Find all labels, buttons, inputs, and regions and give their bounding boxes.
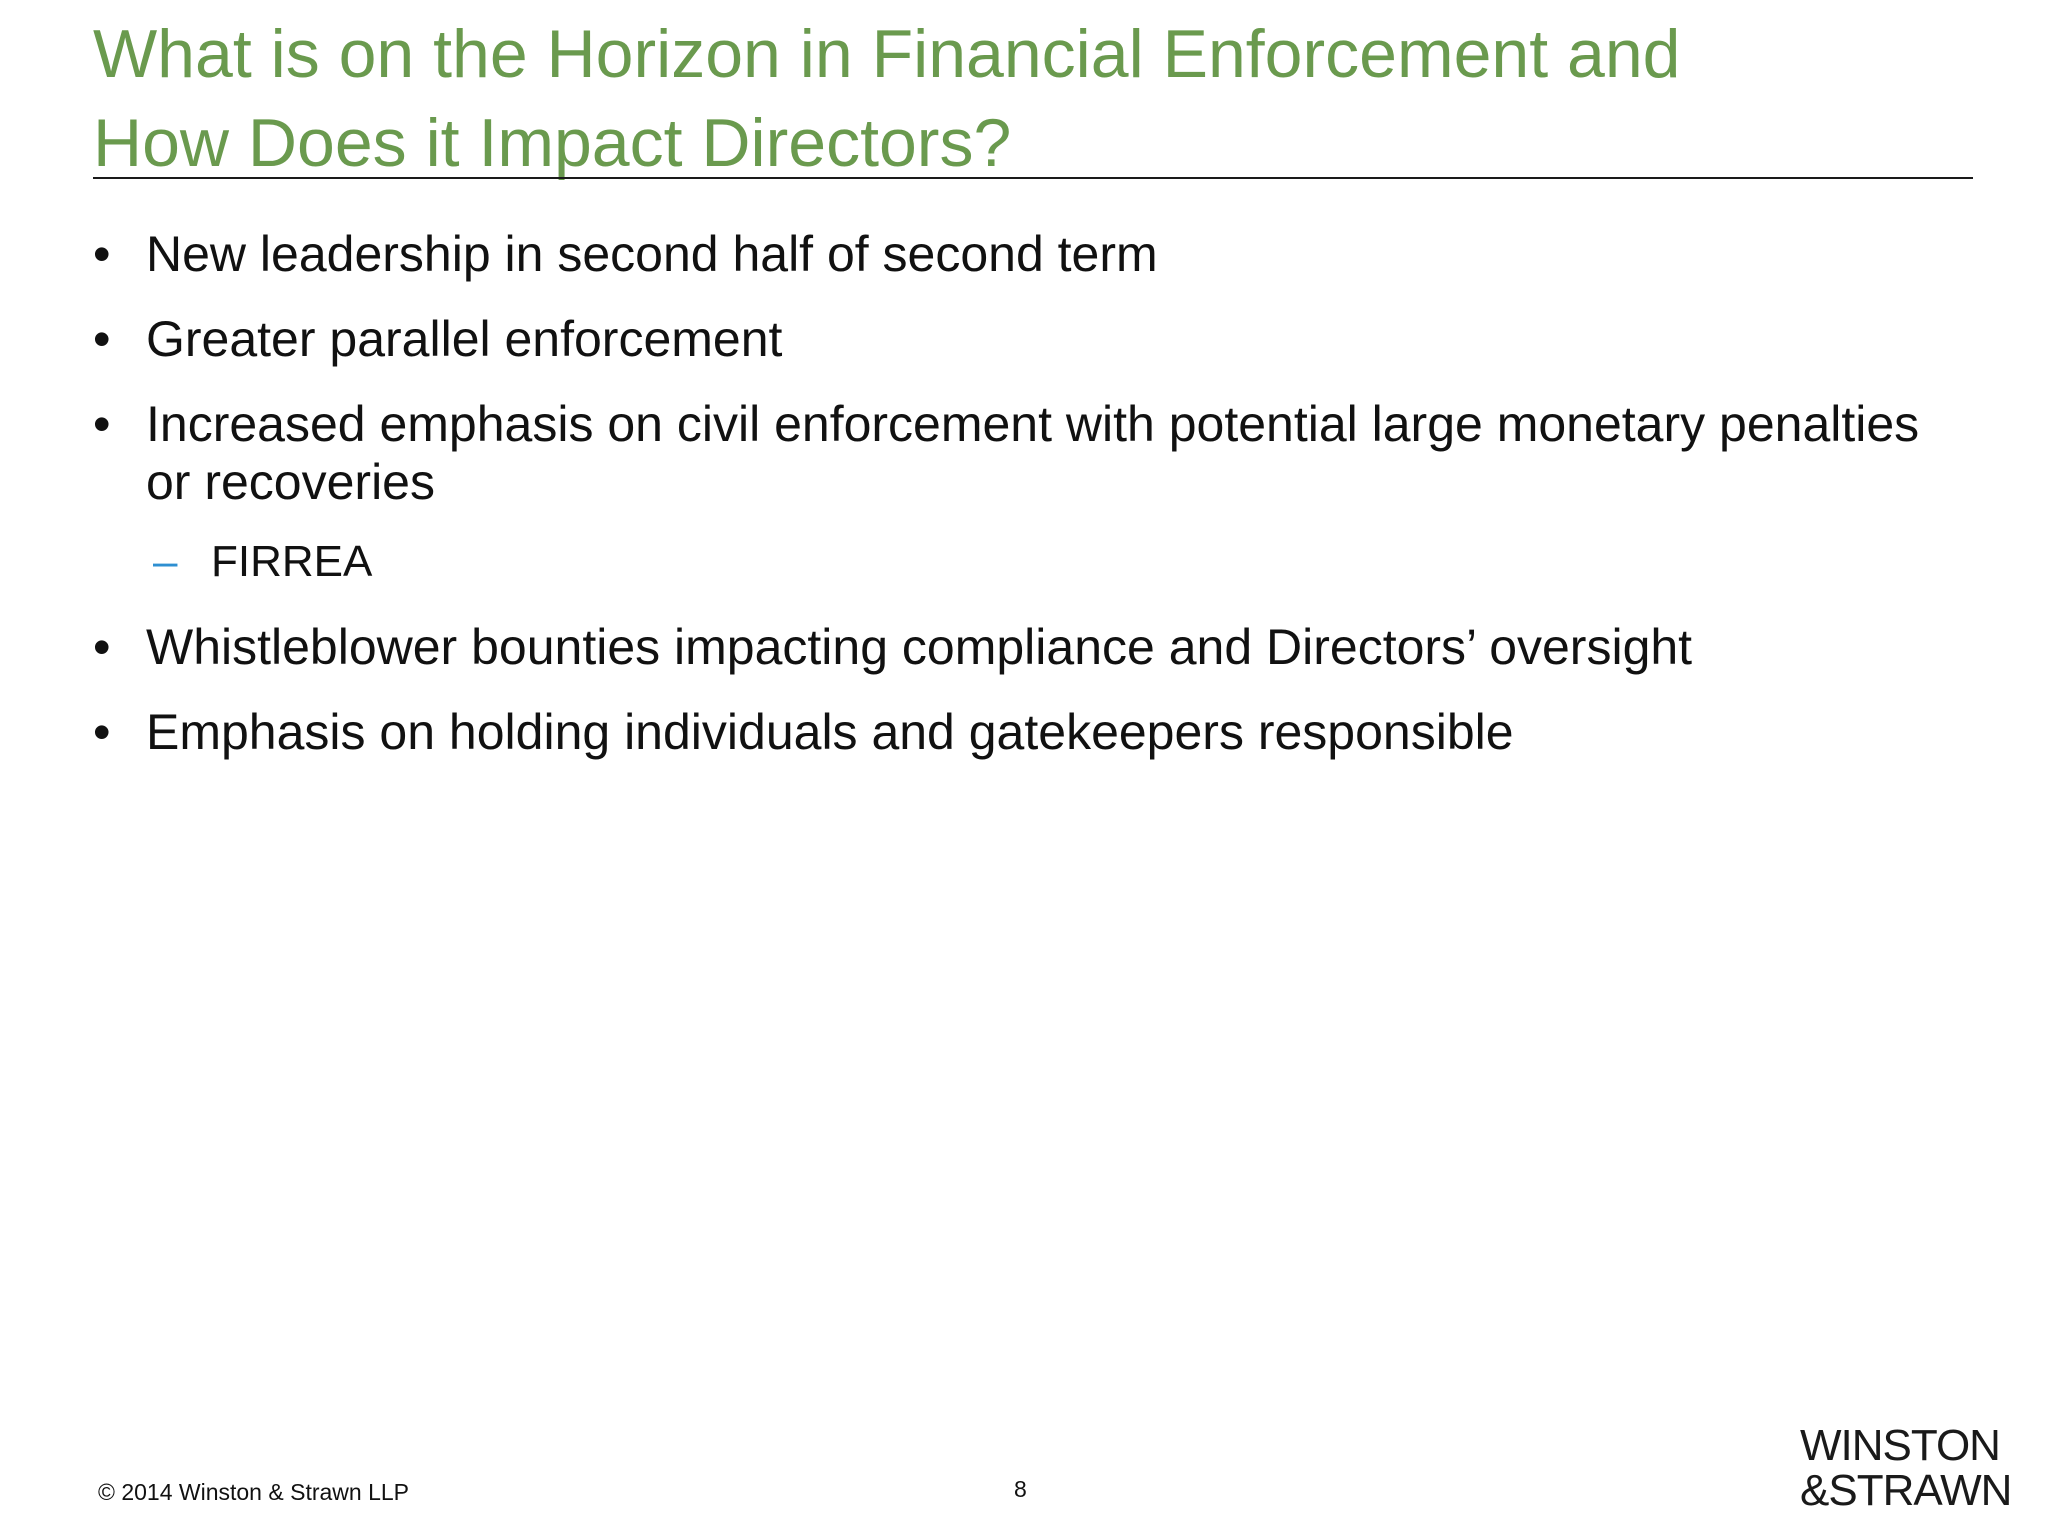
sub-bullet-marker: – bbox=[153, 537, 178, 586]
bullet-marker: • bbox=[93, 226, 111, 282]
bullet-list bbox=[93, 225, 1953, 788]
sub-bullet-text: FIRREA bbox=[211, 537, 373, 586]
company-logo bbox=[1800, 1421, 2012, 1515]
footer-copyright: © 2014 Winston & Strawn LLP bbox=[98, 1479, 409, 1505]
bullet-item bbox=[93, 395, 1953, 511]
slide-title bbox=[93, 10, 1973, 188]
bullet-text: Increased emphasis on civil enforcement with potential large monetary penalties or recoveries bbox=[146, 396, 1920, 510]
bullet-marker: • bbox=[93, 704, 111, 760]
bullet-text: Greater parallel enforcement bbox=[146, 311, 783, 367]
bullet-text: Emphasis on holding individuals and gatekeepers responsible bbox=[146, 704, 1514, 760]
bullet-item bbox=[93, 310, 1953, 368]
sub-bullet-item bbox=[93, 533, 1953, 591]
bullet-marker: • bbox=[93, 311, 111, 367]
logo-line-1: WINSTON bbox=[1800, 1421, 2000, 1470]
slide-title-line-1: What is on the Horizon in Financial Enforcement and bbox=[93, 16, 1681, 92]
bullet-item bbox=[93, 703, 1953, 761]
bullet-item bbox=[93, 225, 1953, 283]
slide-title-line-2: How Does it Impact Directors? bbox=[93, 105, 1012, 181]
bullet-marker: • bbox=[93, 619, 111, 675]
bullet-text: Whistleblower bounties impacting compliance and Directors’ oversight bbox=[146, 619, 1693, 675]
page-number: 8 bbox=[1014, 1476, 1027, 1502]
bullet-marker: • bbox=[93, 396, 111, 452]
title-divider bbox=[93, 177, 1973, 179]
logo-line-2: &STRAWN bbox=[1800, 1466, 2012, 1515]
bullet-text: New leadership in second half of second term bbox=[146, 226, 1158, 282]
bullet-item bbox=[93, 618, 1953, 676]
